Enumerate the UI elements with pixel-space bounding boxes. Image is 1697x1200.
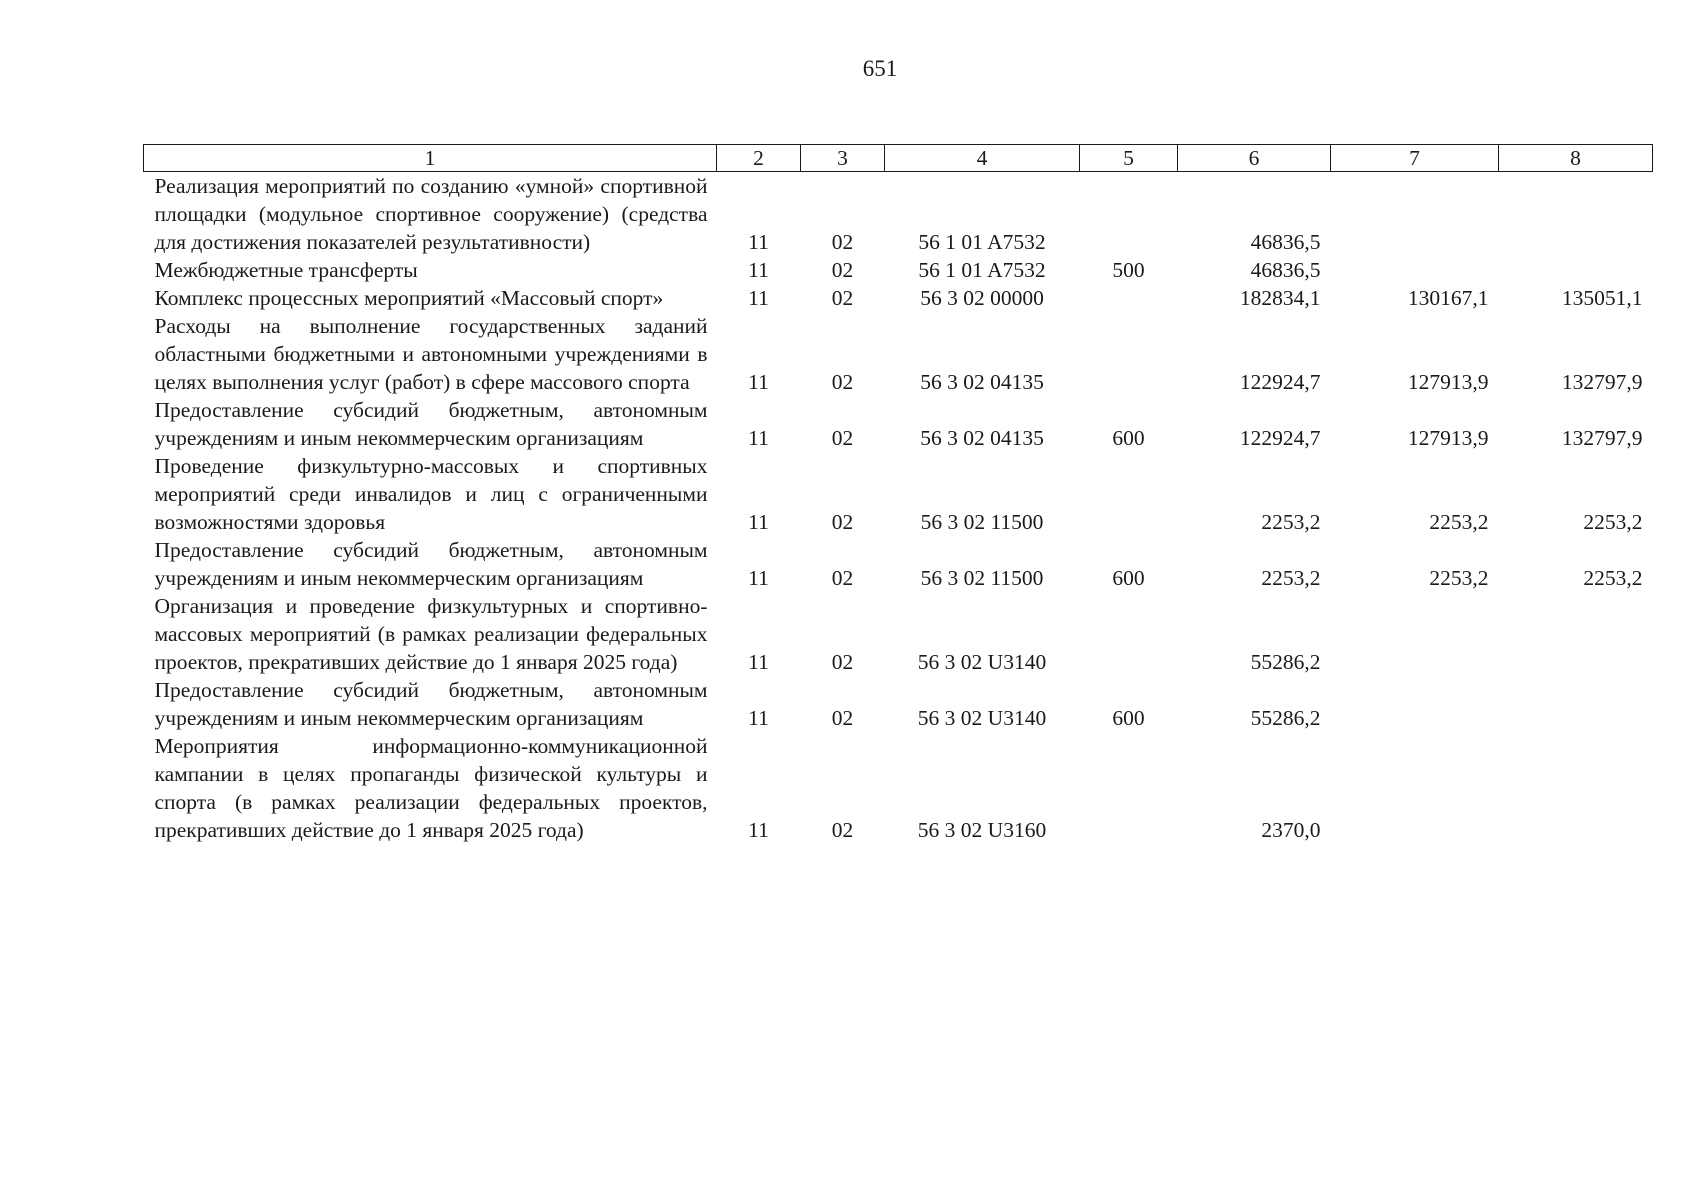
cell-section: 11 — [748, 426, 769, 450]
cell-subsection: 02 — [831, 566, 854, 590]
cell-expense-type — [1080, 284, 1178, 312]
cell-name: Мероприятия информационно-коммуникационной кампании в целях пропаганды физической культуры и спорта (в рамках реализации федеральных проектов, прекративших действие до 1 января 2025 года) — [154, 734, 708, 842]
header-col-1: 1 — [144, 145, 717, 172]
cell-expense-type — [1080, 732, 1178, 844]
cell-expense-type — [1080, 312, 1178, 396]
cell-expense-type: 600 — [1112, 706, 1145, 730]
cell-name: Межбюджетные трансферты — [154, 258, 418, 282]
cell-target-code: 56 3 02 U3140 — [917, 650, 1047, 674]
cell-target-code: 56 3 02 11500 — [920, 566, 1044, 590]
cell-amount-col6: 46836,5 — [1250, 258, 1321, 282]
cell-amount-col8: 135051,1 — [1561, 286, 1643, 310]
cell-expense-type: 600 — [1112, 566, 1145, 590]
cell-subsection: 02 — [831, 286, 854, 310]
cell-amount-col6: 55286,2 — [1250, 706, 1321, 730]
cell-name: Предоставление субсидий бюджетным, автономным учреждениям и иным некоммерческим организациям — [154, 398, 708, 450]
cell-expense-type: 500 — [1112, 258, 1145, 282]
table-row — [144, 172, 1653, 257]
cell-amount-col7 — [1331, 676, 1499, 732]
cell-target-code: 56 3 02 04135 — [920, 370, 1044, 394]
cell-name: Проведение физкультурно-массовых и спортивных мероприятий среди инвалидов и лиц с ограниченными возможностями здоровья — [154, 454, 708, 534]
cell-subsection: 02 — [831, 706, 854, 730]
cell-amount-col8: 2253,2 — [1583, 566, 1643, 590]
cell-amount-col7: 2253,2 — [1429, 510, 1489, 534]
cell-expense-type — [1080, 452, 1178, 536]
cell-target-code: 56 3 02 04135 — [920, 426, 1044, 450]
cell-amount-col6: 2370,0 — [1261, 818, 1321, 842]
cell-subsection: 02 — [831, 650, 854, 674]
cell-amount-col8: 132797,9 — [1561, 426, 1643, 450]
cell-amount-col8 — [1499, 676, 1653, 732]
cell-section: 11 — [748, 286, 769, 310]
cell-section: 11 — [748, 258, 769, 282]
table-row — [144, 676, 1653, 732]
cell-amount-col7 — [1331, 732, 1499, 844]
table-row — [144, 256, 1653, 284]
cell-name: Реализация мероприятий по созданию «умной» спортивной площадки (модульное спортивное сооружение) (средства для достижения показателей результативности) — [154, 174, 708, 254]
cell-amount-col6: 46836,5 — [1250, 230, 1321, 254]
cell-section: 11 — [748, 818, 769, 842]
cell-target-code: 56 3 02 U3140 — [917, 706, 1047, 730]
cell-amount-col7: 127913,9 — [1407, 426, 1489, 450]
cell-target-code: 56 3 02 U3160 — [917, 818, 1047, 842]
cell-name: Комплекс процессных мероприятий «Массовый спорт» — [154, 286, 664, 310]
table-row — [144, 452, 1653, 536]
cell-amount-col7: 127913,9 — [1407, 370, 1489, 394]
cell-amount-col6: 122924,7 — [1239, 370, 1321, 394]
cell-expense-type — [1080, 172, 1178, 257]
cell-amount-col7: 130167,1 — [1407, 286, 1489, 310]
cell-amount-col8 — [1499, 172, 1653, 257]
header-col-2: 2 — [717, 145, 801, 172]
table-row — [144, 312, 1653, 396]
header-col-6: 6 — [1178, 145, 1331, 172]
cell-section: 11 — [748, 650, 769, 674]
cell-amount-col8: 2253,2 — [1583, 510, 1643, 534]
header-col-4: 4 — [885, 145, 1080, 172]
header-col-7: 7 — [1331, 145, 1499, 172]
cell-expense-type: 600 — [1112, 426, 1145, 450]
header-col-3: 3 — [801, 145, 885, 172]
cell-section: 11 — [748, 230, 769, 254]
table-row — [144, 592, 1653, 676]
cell-amount-col6: 55286,2 — [1250, 650, 1321, 674]
cell-section: 11 — [748, 566, 769, 590]
cell-subsection: 02 — [831, 370, 854, 394]
cell-section: 11 — [748, 370, 769, 394]
table-row — [144, 284, 1653, 312]
table-row — [144, 732, 1653, 844]
cell-section: 11 — [748, 706, 769, 730]
cell-section: 11 — [748, 510, 769, 534]
cell-amount-col7 — [1331, 592, 1499, 676]
page-number: 651 — [862, 56, 898, 81]
header-row — [144, 145, 1653, 172]
cell-amount-col6: 182834,1 — [1239, 286, 1321, 310]
cell-name: Организация и проведение физкультурных и спортивно-массовых мероприятий (в рамках реализации федеральных проектов, прекративших действие до 1 января 2025 года) — [154, 594, 708, 674]
cell-amount-col7 — [1331, 172, 1499, 257]
cell-amount-col7 — [1331, 256, 1499, 284]
cell-subsection: 02 — [831, 818, 854, 842]
cell-name: Предоставление субсидий бюджетным, автономным учреждениям и иным некоммерческим организациям — [154, 538, 708, 590]
cell-amount-col6: 2253,2 — [1261, 510, 1321, 534]
cell-amount-col6: 122924,7 — [1239, 426, 1321, 450]
table-row — [144, 536, 1653, 592]
table-header — [144, 145, 1653, 172]
cell-amount-col8: 132797,9 — [1561, 370, 1643, 394]
cell-subsection: 02 — [831, 230, 854, 254]
cell-target-code: 56 3 02 00000 — [920, 286, 1044, 310]
cell-target-code: 56 1 01 A7532 — [918, 258, 1046, 282]
cell-amount-col8 — [1499, 256, 1653, 284]
cell-amount-col7: 2253,2 — [1429, 566, 1489, 590]
cell-amount-col6: 2253,2 — [1261, 566, 1321, 590]
cell-amount-col8 — [1499, 592, 1653, 676]
cell-target-code: 56 3 02 11500 — [920, 510, 1044, 534]
cell-subsection: 02 — [831, 510, 854, 534]
cell-subsection: 02 — [831, 258, 854, 282]
cell-amount-col8 — [1499, 732, 1653, 844]
cell-expense-type — [1080, 592, 1178, 676]
table-row — [144, 396, 1653, 452]
cell-name: Предоставление субсидий бюджетным, автономным учреждениям и иным некоммерческим организациям — [154, 678, 708, 730]
budget-table — [143, 144, 1653, 844]
table-body — [144, 172, 1653, 845]
cell-target-code: 56 1 01 A7532 — [918, 230, 1046, 254]
header-col-8: 8 — [1499, 145, 1653, 172]
cell-name: Расходы на выполнение государственных заданий областными бюджетными и автономными учреждениями в целях выполнения услуг (работ) в сфере массового спорта — [154, 314, 708, 394]
header-col-5: 5 — [1080, 145, 1178, 172]
cell-subsection: 02 — [831, 426, 854, 450]
